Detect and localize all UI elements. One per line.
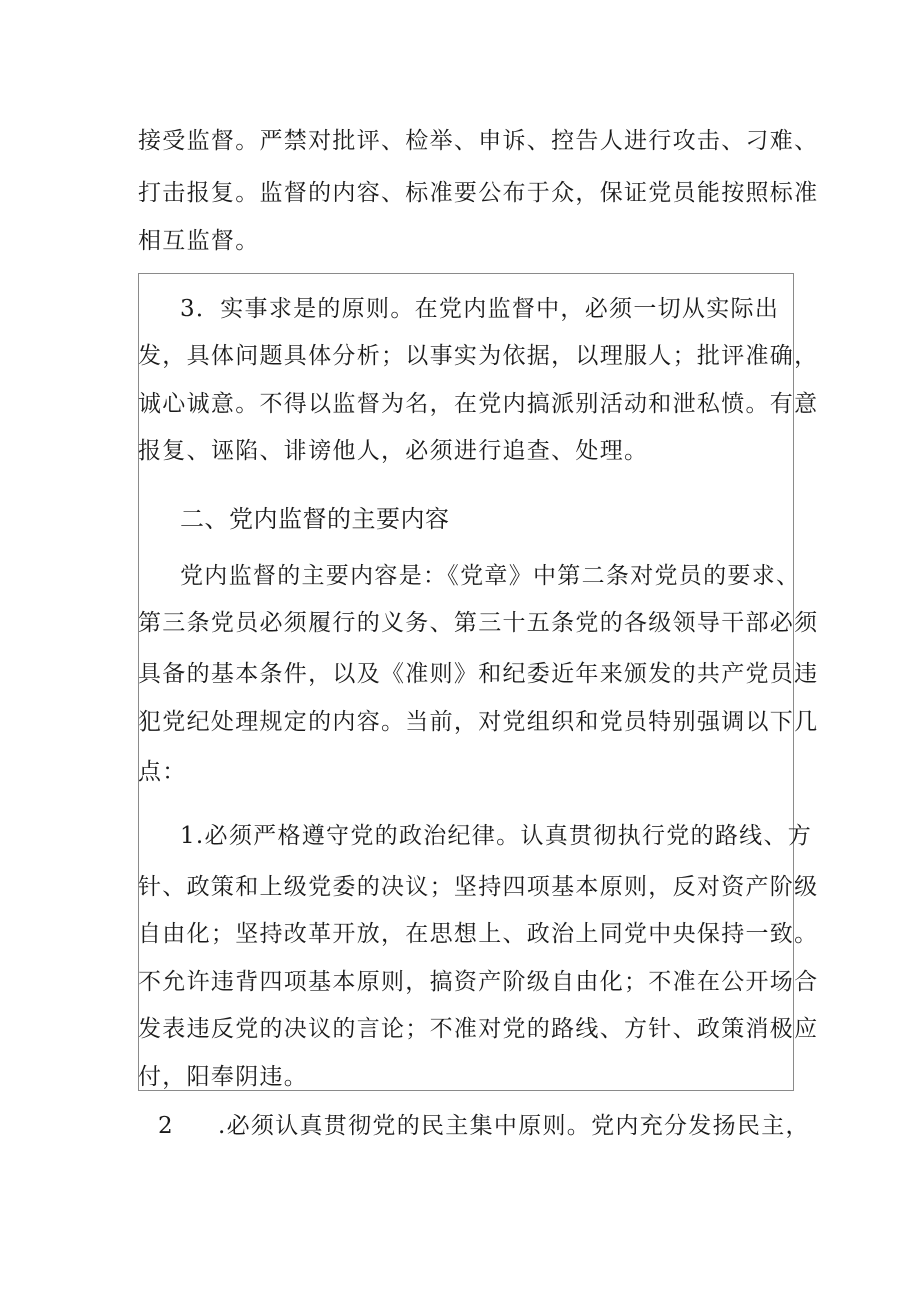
paragraph-line: 点：: [138, 759, 187, 785]
paragraph-line: 相互监督。: [138, 228, 260, 254]
paragraph-line: .必须认真贯彻党的民主集中原则。党内充分发扬民主，: [218, 1113, 810, 1139]
paragraph-line: 自由化；坚持改革开放，在思想上、政治上同党中央保持一致。: [138, 921, 819, 947]
paragraph-line: 具备的基本条件，以及《准则》和纪委近年来颁发的共产党员违: [138, 661, 819, 687]
paragraph-line: 不允许违背四项基本原则，搞资产阶级自由化；不准在公开场合: [138, 969, 819, 995]
paragraph-line: 针、政策和上级党委的决议；坚持四项基本原则，反对资产阶级: [138, 874, 819, 900]
paragraph-line: 诚心诚意。不得以监督为名，在党内搞派别活动和泄私愤。有意: [138, 391, 819, 417]
paragraph-line: 第三条党员必须履行的义务、第三十五条党的各级领导干部必须: [138, 610, 819, 636]
point-2-number: 2: [158, 1113, 173, 1139]
paragraph-line: 报复、诬陷、诽谤他人，必须进行追查、处理。: [138, 438, 649, 464]
paragraph-line: 党内监督的主要内容是：《党章》中第二条对党员的要求、: [180, 563, 801, 589]
paragraph-line: 付，阳奉阴违。: [138, 1064, 309, 1090]
section-heading: 二、党内监督的主要内容: [180, 505, 450, 533]
paragraph-line: 接受监督。严禁对批评、检举、申诉、控告人进行攻击、刁难、: [138, 128, 819, 154]
paragraph-line: 犯党纪处理规定的内容。当前，对党组织和党员特别强调以下几: [138, 709, 819, 735]
paragraph-line: 1.必须严格遵守党的政治纪律。认真贯彻执行党的路线、方: [180, 823, 813, 849]
paragraph-line: 发，具体问题具体分析；以事实为依据，以理服人；批评准确，: [138, 343, 819, 369]
paragraph-line: 3．实事求是的原则。在党内监督中，必须一切从实际出: [180, 296, 780, 322]
paragraph-line: 打击报复。监督的内容、标准要公布于众，保证党员能按照标准: [138, 180, 819, 206]
paragraph-line: 发表违反党的决议的言论；不准对党的路线、方针、政策消极应: [138, 1016, 819, 1042]
